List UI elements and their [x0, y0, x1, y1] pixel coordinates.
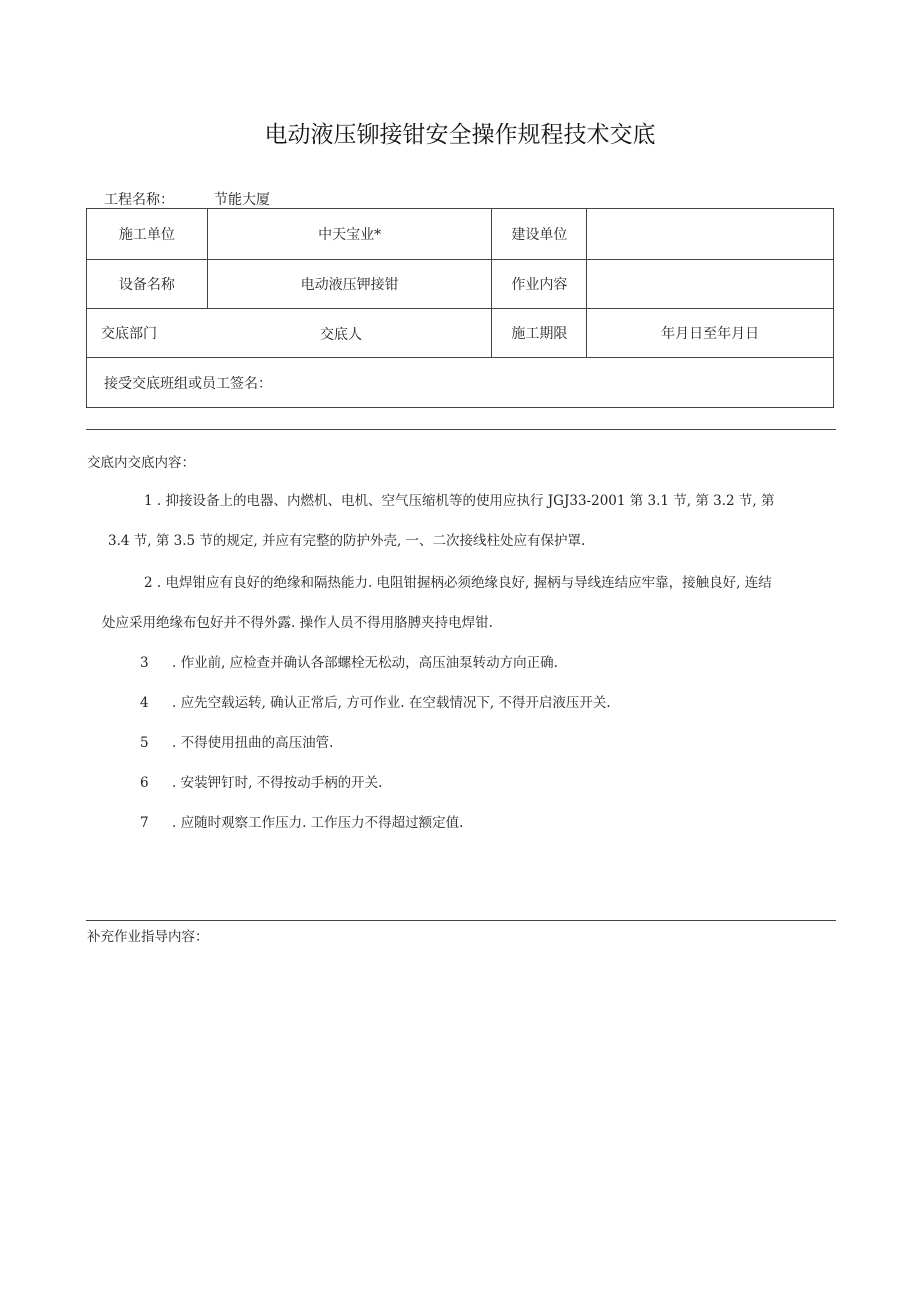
department-and-person-cell: [87, 309, 492, 358]
construction-period-label: 施工期限: [492, 309, 587, 358]
item-text: . 应随时观察工作压力. 工作压力不得超过额定值.: [172, 815, 464, 831]
work-content-label: 作业内容: [492, 260, 587, 309]
info-table: [86, 208, 834, 408]
construction-unit-label: 施工单位: [87, 209, 208, 260]
list-item: [140, 651, 558, 671]
item-number: 5: [140, 735, 149, 751]
list-item: [140, 731, 333, 751]
item-text: . 作业前, 应检查并确认各部螺栓无松动，高压油泵转动方向正确.: [172, 655, 558, 671]
supplement-label: 补充作业指导内容：: [87, 929, 209, 945]
owner-unit-label: 建设单位: [492, 209, 587, 260]
paragraph-1-line-2: 3.4 节, 第 3.5 节的规定, 并应有完整的防护外壳, 一、二次接线柱处应有保护罩.: [108, 533, 586, 549]
construction-unit-value: 中天宝业*: [207, 209, 492, 260]
item-text: . 安装钾钉时, 不得按动手柄的开关.: [172, 775, 383, 791]
divider-top: [86, 429, 836, 430]
table-row: [87, 358, 834, 408]
paragraph-2-line-2: 处应采用绝缘布包好并不得外露. 操作人员不得用胳膊夹持电焊钳.: [102, 615, 493, 631]
construction-period-value: 年月日至年月日: [587, 309, 834, 358]
project-name-value: 节能大厦: [214, 192, 270, 208]
owner-unit-value: [587, 209, 834, 260]
paragraph-2-line-1: 2 . 电焊钳应有良好的绝缘和隔热能力. 电阻钳握柄必须绝缘良好, 握柄与导线连结应牢靠，接触良好, 连结: [144, 575, 772, 591]
paragraph-1-line-1: 1 . 抑接设备上的电器、内燃机、电机、空气压缩机等的使用应执行 JGJ33-2001 第 3.1 节, 第 3.2 节, 第: [144, 493, 775, 509]
item-number: 6: [140, 775, 149, 791]
item-text: . 应先空载运转, 确认正常后, 方可作业. 在空载情况下, 不得开启液压开关.: [172, 695, 611, 711]
equipment-name-label: 设备名称: [87, 260, 208, 309]
item-number: 3: [140, 655, 149, 671]
item-number: 7: [140, 815, 149, 831]
divider-bottom: [86, 920, 836, 921]
table-row: [87, 309, 834, 358]
document-title: 电动液压铆接钳安全操作规程技术交底: [264, 122, 656, 148]
project-name-line: [104, 189, 270, 209]
list-item: [140, 771, 382, 791]
signature-label: 接受交底班组或员工签名：: [87, 358, 834, 408]
table-row: [87, 209, 834, 260]
project-name-label: 工程名称：: [104, 192, 174, 208]
content-label: 交底内交底内容：: [87, 455, 195, 471]
list-item: [140, 811, 463, 831]
briefing-department-label: 交底部门: [101, 326, 157, 342]
briefing-person-label: 交底人: [320, 327, 362, 343]
equipment-name-value: 电动液压钾接钳: [207, 260, 492, 309]
item-number: 4: [140, 695, 149, 711]
list-item: [140, 691, 611, 711]
table-row: [87, 260, 834, 309]
item-text: . 不得使用扭曲的高压油管.: [172, 735, 334, 751]
work-content-value: [587, 260, 834, 309]
